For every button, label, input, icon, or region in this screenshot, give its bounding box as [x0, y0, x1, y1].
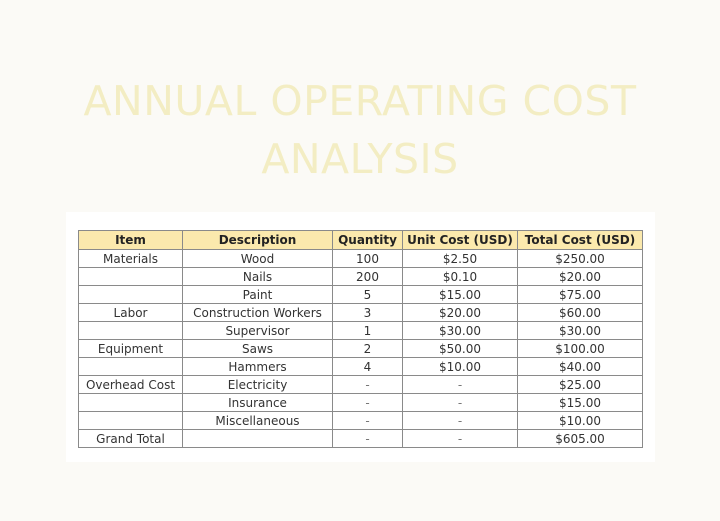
- cell-quantity: -: [333, 412, 403, 430]
- cell-quantity: 5: [333, 286, 403, 304]
- header-unit-cost: Unit Cost (USD): [403, 231, 518, 250]
- cell-description: Construction Workers: [183, 304, 333, 322]
- page-title: [0, 72, 720, 188]
- cell-description: Insurance: [183, 394, 333, 412]
- cell-quantity: -: [333, 394, 403, 412]
- cell-item: Grand Total: [79, 430, 183, 448]
- cell-item: [79, 394, 183, 412]
- cell-unit-cost: -: [403, 430, 518, 448]
- table-header-row: [79, 231, 643, 250]
- cell-unit-cost: $0.10: [403, 268, 518, 286]
- grand-total-row: [79, 430, 643, 448]
- table-row: [79, 394, 643, 412]
- cell-description: Paint: [183, 286, 333, 304]
- cell-total-cost: $20.00: [518, 268, 643, 286]
- table-row: [79, 286, 643, 304]
- cell-total-cost: $605.00: [518, 430, 643, 448]
- cell-item: [79, 268, 183, 286]
- cell-total-cost: $10.00: [518, 412, 643, 430]
- cell-quantity: 1: [333, 322, 403, 340]
- cell-description: [183, 430, 333, 448]
- cell-unit-cost: $20.00: [403, 304, 518, 322]
- table-row: [79, 304, 643, 322]
- cell-unit-cost: -: [403, 412, 518, 430]
- cell-unit-cost: $50.00: [403, 340, 518, 358]
- cell-unit-cost: $15.00: [403, 286, 518, 304]
- title-line-1: ANNUAL OPERATING COST: [83, 77, 637, 125]
- table-row: [79, 340, 643, 358]
- cell-unit-cost: $2.50: [403, 250, 518, 268]
- cell-description: Miscellaneous: [183, 412, 333, 430]
- cell-quantity: -: [333, 376, 403, 394]
- header-quantity: Quantity: [333, 231, 403, 250]
- cell-item: [79, 358, 183, 376]
- cell-description: Supervisor: [183, 322, 333, 340]
- cell-description: Wood: [183, 250, 333, 268]
- cell-item: [79, 286, 183, 304]
- cell-description: Nails: [183, 268, 333, 286]
- cell-quantity: 4: [333, 358, 403, 376]
- cell-unit-cost: -: [403, 376, 518, 394]
- table-row: [79, 376, 643, 394]
- header-total-cost: Total Cost (USD): [518, 231, 643, 250]
- cell-total-cost: $40.00: [518, 358, 643, 376]
- table-row: [79, 250, 643, 268]
- cell-item: Overhead Cost: [79, 376, 183, 394]
- cost-table: [78, 230, 643, 448]
- cell-item: Labor: [79, 304, 183, 322]
- table-row: [79, 358, 643, 376]
- cell-total-cost: $15.00: [518, 394, 643, 412]
- cell-total-cost: $75.00: [518, 286, 643, 304]
- cell-description: Hammers: [183, 358, 333, 376]
- cell-item: Materials: [79, 250, 183, 268]
- cell-description: Saws: [183, 340, 333, 358]
- cell-quantity: 3: [333, 304, 403, 322]
- cell-quantity: 100: [333, 250, 403, 268]
- header-item: Item: [79, 231, 183, 250]
- title-line-2: ANALYSIS: [261, 135, 459, 183]
- cell-item: [79, 322, 183, 340]
- cell-quantity: 200: [333, 268, 403, 286]
- cell-item: [79, 412, 183, 430]
- cell-total-cost: $60.00: [518, 304, 643, 322]
- cell-unit-cost: -: [403, 394, 518, 412]
- cell-unit-cost: $10.00: [403, 358, 518, 376]
- cell-quantity: -: [333, 430, 403, 448]
- cell-total-cost: $25.00: [518, 376, 643, 394]
- cell-total-cost: $100.00: [518, 340, 643, 358]
- table-row: [79, 412, 643, 430]
- table-row: [79, 268, 643, 286]
- cell-quantity: 2: [333, 340, 403, 358]
- header-description: Description: [183, 231, 333, 250]
- cell-total-cost: $250.00: [518, 250, 643, 268]
- cell-unit-cost: $30.00: [403, 322, 518, 340]
- table-row: [79, 322, 643, 340]
- cell-item: Equipment: [79, 340, 183, 358]
- cell-description: Electricity: [183, 376, 333, 394]
- cell-total-cost: $30.00: [518, 322, 643, 340]
